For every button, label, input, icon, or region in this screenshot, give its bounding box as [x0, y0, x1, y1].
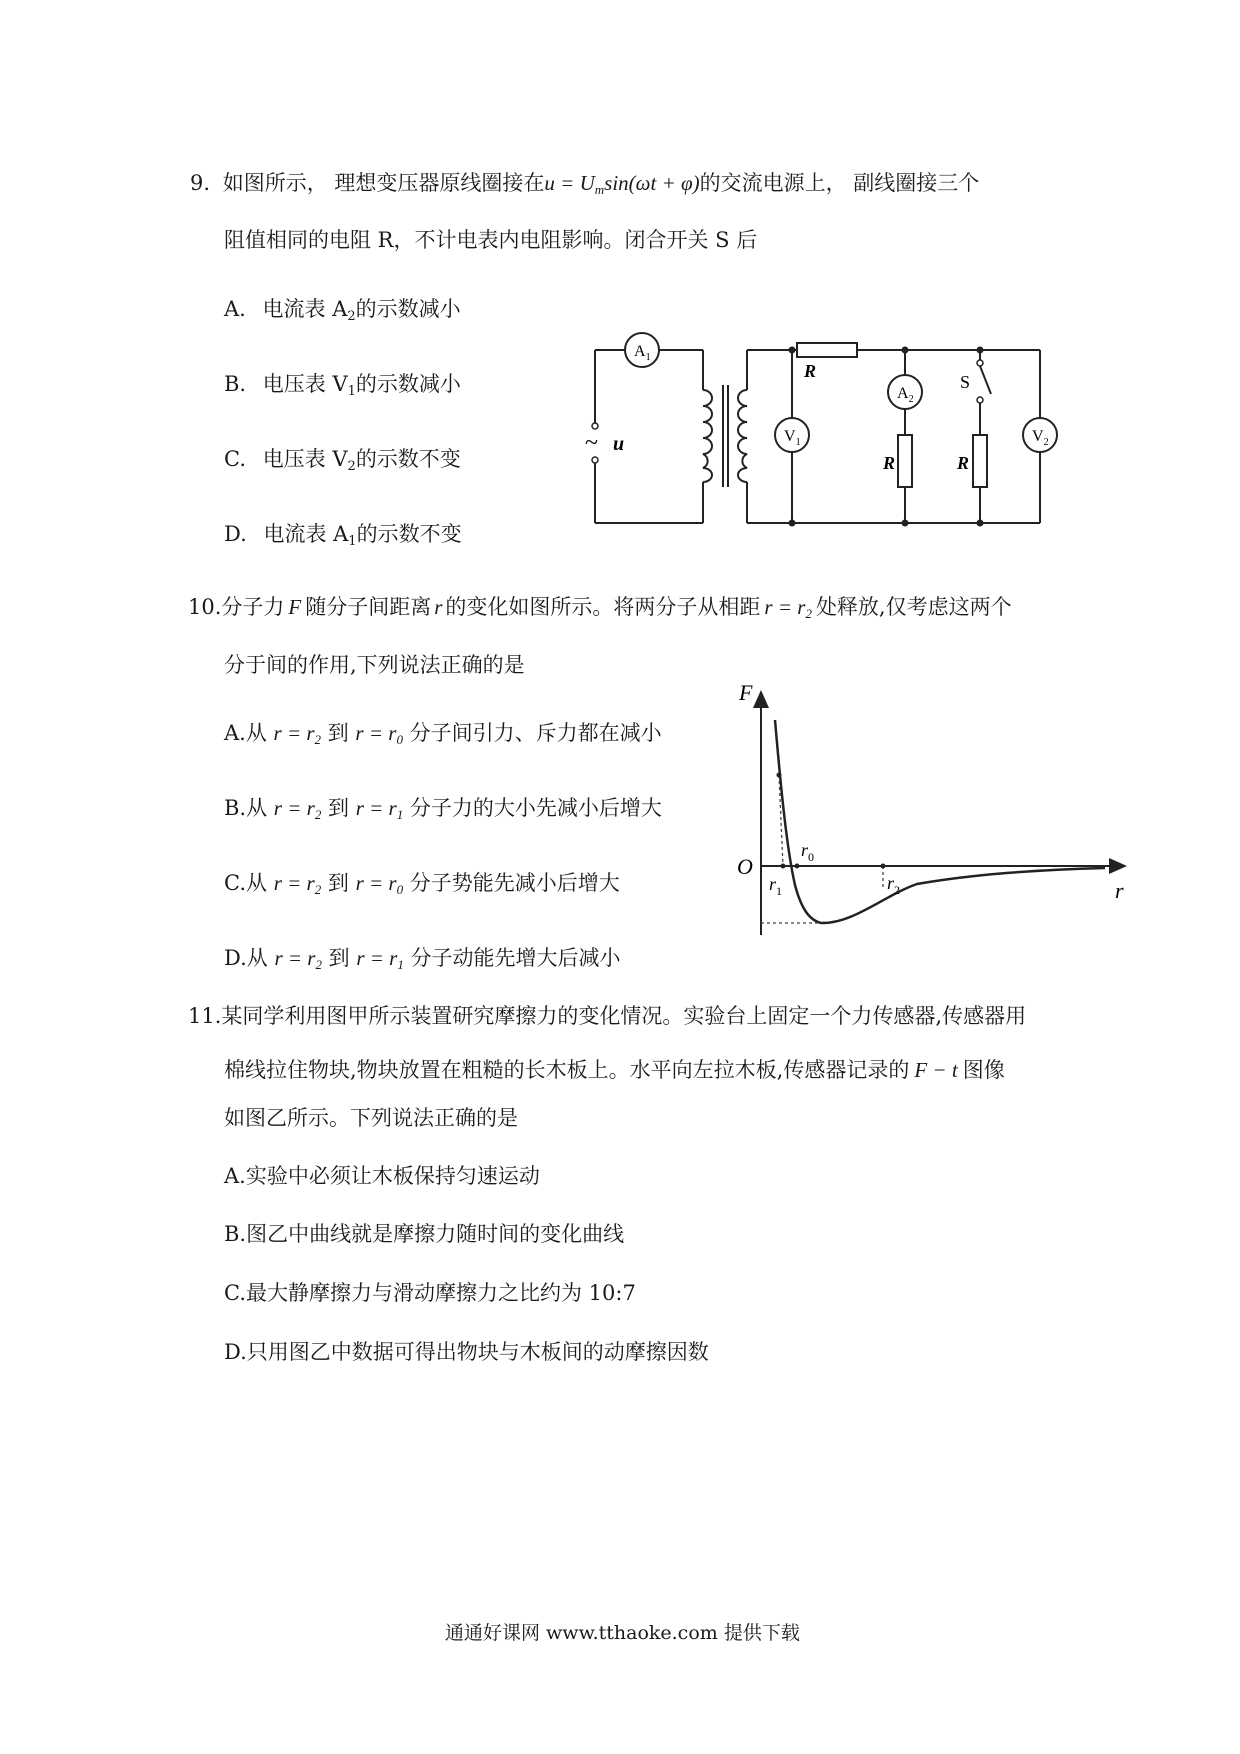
junction-dot [977, 520, 984, 527]
origin-label: O [737, 854, 753, 879]
q9-stem-line2: 阻值相同的电阻 R，不计电表内电阻影响。闭合开关 S 后 [224, 228, 758, 252]
junction-dot [977, 347, 984, 354]
source-label-u: u [613, 433, 625, 455]
branch-resistor-2 [973, 435, 987, 487]
option-label: B. [224, 372, 247, 396]
r-axis-label: r [1115, 878, 1124, 903]
option-label: B. [224, 796, 247, 820]
r0-label: $r_0$ [801, 840, 815, 864]
source-terminal-bottom [592, 457, 598, 463]
voltmeter-v2 [1023, 418, 1057, 452]
ammeter-a1 [625, 333, 659, 367]
r0-point [795, 864, 800, 869]
option-label: B. [224, 1222, 247, 1246]
option-label: A. [224, 1164, 246, 1188]
f-axis-label: F [739, 680, 753, 705]
r1-point [781, 864, 786, 869]
q9-option-c[interactable]: C. 电压表 $V_2$的示数不变 [224, 447, 461, 474]
primary-coil [703, 390, 712, 482]
q11-number: 11. [188, 1004, 222, 1028]
q10-stem-line1: 10.分子力 F 随分子间距离 r 的变化如图所示。将两分子从相距 $r = r_2$ 处释放,仅考虑这两个 [188, 595, 1012, 621]
q11-stem-line2: 棉线拉住物块,物块放置在粗糙的长木板上。水平向左拉木板,传感器记录的 F − t 图像 [224, 1058, 1005, 1082]
molecular-force-graph [735, 680, 1135, 950]
option-label: D. [224, 522, 247, 546]
q9-stem-b: 的交流电源上， 副线圈接三个 [699, 171, 980, 195]
page-footer: 通通好课网 www.tthaoke.com 提供下载 [445, 1622, 800, 1644]
svg-text:V2: $V_2$ [1032, 428, 1049, 448]
r2-label: $r_2$ [887, 873, 901, 897]
q9-number: 9. [190, 171, 211, 195]
option-label: C. [224, 447, 246, 471]
branch-resistor-1 [898, 435, 912, 487]
r2-point [881, 864, 886, 869]
junction-dot [902, 520, 909, 527]
r1-label: $r_1$ [769, 874, 783, 898]
resistor-label-r: R [957, 453, 970, 473]
q10-option-d[interactable]: D.从 $r = r_2$ 到 $r = r_1$ 分子动能先增大后减小 [224, 946, 621, 972]
q11-option-b[interactable]: B.图乙中曲线就是摩擦力随时间的变化曲线 [224, 1222, 625, 1246]
q11-stem-line3: 如图乙所示。下列说法正确的是 [224, 1106, 518, 1130]
secondary-coil [738, 390, 747, 482]
q9-option-d[interactable]: D. 电流表 $A_1$的示数不变 [224, 522, 462, 549]
option-label: A. [224, 297, 246, 321]
resistor-label-r: R [883, 453, 896, 473]
svg-text:A1: $A_1$ [634, 343, 651, 363]
q10-option-c[interactable]: C.从 $r = r_2$ 到 $r = r_0$ 分子势能先减小后增大 [224, 871, 620, 897]
q9-option-b[interactable]: B. 电压表 $V_1$的示数减小 [224, 372, 461, 399]
q11-option-c[interactable]: C.最大静摩擦力与滑动摩擦力之比约为 10:7 [224, 1281, 636, 1305]
switch-s-blade [980, 366, 991, 394]
svg-text:V1: $V_1$ [784, 428, 801, 448]
voltmeter-v1 [775, 418, 809, 452]
series-resistor-r [797, 343, 857, 357]
resistor-label-r: R [804, 361, 817, 381]
q10-option-a[interactable]: A.从 $r = r_2$ 到 $r = r_0$ 分子间引力、斥力都在减小 [224, 721, 662, 747]
switch-top-contact [977, 360, 983, 366]
ac-source-tilde: ~ [585, 430, 598, 456]
q9-stem-a: 如图所示， 理想变压器原线圈接在 [222, 171, 545, 195]
source-terminal-top [592, 423, 598, 429]
q10-stem-line2: 分于间的作用,下列说法正确的是 [224, 653, 525, 677]
option-label: C. [224, 1281, 246, 1305]
junction-dot [789, 520, 796, 527]
switch-label-s: S [960, 372, 971, 392]
svg-text:A2: $A_2$ [897, 385, 914, 405]
q10-option-b[interactable]: B.从 $r = r_2$ 到 $r = r_1$ 分子力的大小先减小后增大 [224, 796, 662, 822]
switch-bottom-contact [977, 397, 983, 403]
q9-formula: $u = U_m\sin(\omega t + \varphi)$ [544, 171, 700, 197]
q11-option-a[interactable]: A.实验中必须让木板保持匀速运动 [224, 1164, 540, 1188]
q11-stem-line1: 11.某同学利用图甲所示装置研究摩擦力的变化情况。实验台上固定一个力传感器,传感器用 [188, 1004, 1027, 1028]
q11-option-d[interactable]: D.只用图乙中数据可得出物块与木板间的动摩擦因数 [224, 1340, 709, 1364]
option-label: C. [224, 871, 246, 895]
option-label: D. [224, 1340, 247, 1364]
force-curve [775, 720, 1105, 923]
option-label: D. [224, 946, 247, 970]
transformer-circuit-diagram [585, 330, 1049, 530]
ammeter-a2 [888, 375, 922, 409]
junction-dot [789, 347, 796, 354]
curve-point-marker [777, 773, 782, 778]
q10-number: 10. [188, 595, 222, 619]
option-label: A. [224, 721, 246, 745]
q9-stem-line1 [190, 168, 979, 198]
junction-dot [902, 347, 909, 354]
q9-option-a[interactable]: A. 电流表 $A_2$的示数减小 [224, 297, 461, 324]
